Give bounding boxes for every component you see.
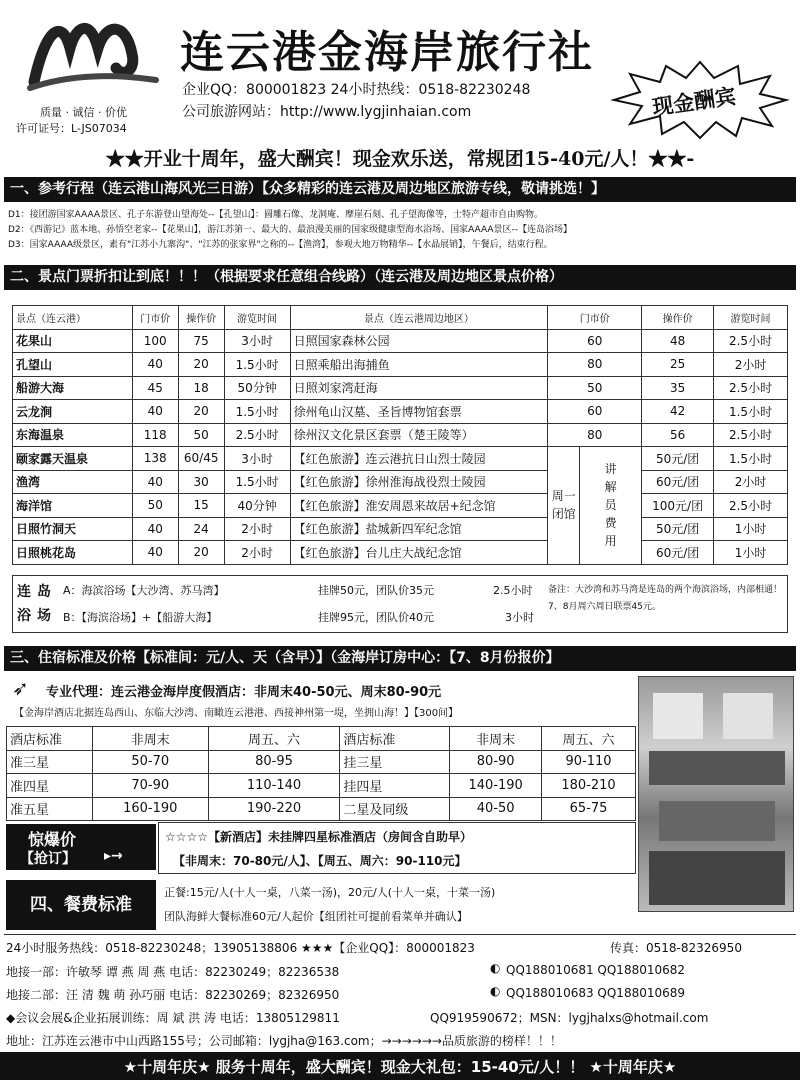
table-cell: 2.5小时 [714, 494, 788, 518]
table-cell: 60 [548, 329, 642, 353]
table-cell: 40 [132, 517, 178, 541]
table-row [7, 774, 636, 798]
itinerary-d2: D2：《西游记》蓝本地、孙悟空老家--【花果山】，游江苏第一、最大的、最浪漫美丽的国家级健康型海水浴场、国家AAAA景区--【连岛浴场】 [8, 225, 573, 235]
table-cell: 【红色旅游】淮安周恩来故居+纪念馆 [290, 494, 548, 518]
liandao-option-a: A：海滨浴场【大沙湾、苏马湾】 [63, 584, 225, 597]
table-row [13, 494, 788, 518]
table-cell: 48 [642, 329, 714, 353]
contact-divider [4, 934, 796, 935]
hotel-location: 【金海岸酒店北据连岛西山、东临大沙湾、南瞰连云港港、西接神州第一堤，坐拥山海！】【300间】 [14, 708, 459, 719]
header-cell: 周五、六 [208, 727, 340, 751]
header-cell: 非周末 [92, 727, 208, 751]
table-cell: 138 [132, 447, 178, 471]
promo-badge [6, 824, 156, 870]
section2-title: 二、景点门票折扣让到底！！！（根据要求任意组合线路）（连云港及周边地区景点价格） [4, 265, 796, 290]
table-cell: 日照乘船出海捕鱼 [290, 353, 548, 377]
table-cell: 56 [642, 423, 714, 447]
table-cell: 2小时 [714, 470, 788, 494]
training-qq: QQ919590672；MSN：lygjhalxs@hotmail.com [430, 1011, 709, 1025]
table-cell: 50元/团 [642, 447, 714, 471]
table-row [13, 400, 788, 424]
table-cell: 1.5小时 [714, 447, 788, 471]
table-cell: 20 [178, 400, 224, 424]
table-cell: 40 [132, 400, 178, 424]
table-cell: 42 [642, 400, 714, 424]
promo-line1: ☆☆☆☆【新酒店】未挂牌四星标准酒店（房间含自助早） [165, 830, 473, 844]
monday-closed-cell [548, 447, 580, 565]
table-cell: 1小时 [714, 541, 788, 565]
header-cell: 酒店标准 [340, 727, 450, 751]
table-cell: 日照竹洞天 [13, 517, 133, 541]
dept2-line: 地接二部：汪 清 魏 萌 孙巧丽 电话：82230269；82326950 [6, 988, 340, 1002]
header-cell: 操作价 [178, 306, 224, 330]
arrow-right-icon: ➶ [12, 676, 29, 700]
table-cell: 渔湾 [13, 470, 133, 494]
burst-text: 现金酬宾 [650, 83, 738, 120]
table-cell: 孔望山 [13, 353, 133, 377]
table-cell: 1小时 [714, 517, 788, 541]
header-cell: 景点（连云港周边地区） [290, 306, 548, 330]
table-cell: 1.5小时 [714, 400, 788, 424]
table-cell: 160-190 [92, 797, 208, 821]
table-cell: 【红色旅游】徐州淮海战役烈士陵园 [290, 470, 548, 494]
table-cell: 【红色旅游】连云港抗日山烈士陵园 [290, 447, 548, 471]
promo-book: 【抢订】 [20, 851, 76, 867]
section1-title: 一、参考行程（连云港山海风光三日游）【众多精彩的连云港及周边地区旅游专线，敬请挑选！】 [4, 177, 796, 202]
section4-title: 四、餐费标准 [6, 880, 156, 930]
table-cell: 2.5小时 [714, 376, 788, 400]
table-cell: 【红色旅游】台儿庄大战纪念馆 [290, 541, 548, 565]
table-cell: 80 [548, 423, 642, 447]
liandao-label: 连岛浴场 [17, 584, 57, 624]
dept2-qq: QQ188010683 QQ188010689 [506, 986, 686, 1000]
ticket-price-table [12, 305, 788, 565]
header-cell: 酒店标准 [7, 727, 93, 751]
table-cell: 50分钟 [224, 376, 290, 400]
promo-box [158, 822, 636, 874]
table-cell: 准三星 [7, 750, 93, 774]
header-cell: 游览时间 [714, 306, 788, 330]
table-cell: 50-70 [92, 750, 208, 774]
table-cell: 【红色旅游】盐城新四军纪念馆 [290, 517, 548, 541]
table-cell: 118 [132, 423, 178, 447]
company-name: 连云港金海岸旅行社 [180, 27, 594, 78]
table-cell: 90-110 [542, 750, 636, 774]
table-cell: 180-210 [542, 774, 636, 798]
meal-line1: 正餐:15元/人(十人一桌，八菜一汤)，20元/人(十人一桌，十菜一汤) [164, 886, 496, 899]
table-cell: 40 [132, 353, 178, 377]
header-cell: 操作价 [642, 306, 714, 330]
table-cell: 60元/团 [642, 541, 714, 565]
dept1-line: 地接一部：许敏琴 谭 燕 周 燕 电话：82230249；82236538 [6, 965, 340, 979]
meal-line2: 团队海鲜大餐标准60元/人起价【组团社可提前看菜单并确认】 [164, 910, 468, 923]
table-cell: 80 [548, 353, 642, 377]
table-cell: 1.5小时 [224, 470, 290, 494]
table-header-row [13, 306, 788, 330]
promo-line2: 【非周末：70-80元/人】、【周五、周六：90-110元】 [173, 854, 467, 868]
license-number: 许可证号：L-JS07034 [16, 122, 127, 135]
table-cell: 50元/团 [642, 517, 714, 541]
itinerary-d1: D1：接团游国家AAAA景区、孔子东游登山望海处--【孔望山】：圆雕石像、龙洞庵、摩崖石刻、孔子望海像等，士特产超市自由购物。 [8, 210, 544, 220]
guide-fee-text: 讲解员费用 [604, 462, 617, 549]
table-cell: 船游大海 [13, 376, 133, 400]
table-cell: 日照刘家湾赶海 [290, 376, 548, 400]
table-row [13, 353, 788, 377]
table-cell: 80-95 [208, 750, 340, 774]
table-cell: 日照桃花岛 [13, 541, 133, 565]
agent-line: 专业代理：连云港金海岸度假酒店：非周末40-50元、周末80-90元 [46, 685, 442, 700]
table-cell: 18 [178, 376, 224, 400]
dept1-qq: QQ188010681 QQ188010682 [506, 963, 686, 977]
table-cell: 2小时 [224, 517, 290, 541]
table-cell: 日照国家森林公园 [290, 329, 548, 353]
liandao-note: 备注：大沙湾和苏马湾是连岛的两个海滨浴场，内部相通！7、8月周六周日联票45元。 [548, 585, 783, 612]
table-cell: 70-90 [92, 774, 208, 798]
table-cell: 2.5小时 [714, 423, 788, 447]
table-cell: 15 [178, 494, 224, 518]
top-banner: ★★开业十周年，盛大酬宾！现金欢乐送，常规团15-40元/人！★★- [105, 148, 695, 170]
promo-label: 惊爆价 [28, 830, 77, 849]
training-line: ◆会议会展&企业拓展训练：周 斌 洪 涛 电话：13805129811 [6, 1011, 340, 1025]
table-cell: 40分钟 [224, 494, 290, 518]
table-cell: 60 [548, 400, 642, 424]
table-cell: 准五星 [7, 797, 93, 821]
hotel-photo [638, 676, 794, 912]
hotel-price-table [6, 726, 636, 821]
table-cell: 海洋馆 [13, 494, 133, 518]
arrow-right-icon: ▸→ [104, 848, 123, 864]
table-row [7, 797, 636, 821]
header-cell: 周五、六 [542, 727, 636, 751]
table-cell: 50 [178, 423, 224, 447]
header-cell: 门市价 [132, 306, 178, 330]
starburst-badge [610, 60, 790, 140]
liandao-option-b-time: 3小时 [505, 611, 534, 624]
address-line: 地址：江苏连云港市中山西路155号；公司邮箱：lygjha@163.com；→→→→→→品质旅游的榜样！！！ [6, 1034, 562, 1048]
table-row [13, 376, 788, 400]
website-line: 公司旅游网站：http://www.lygjinhaian.com [182, 104, 472, 120]
guide-fee-cell [580, 447, 642, 565]
table-cell: 20 [178, 541, 224, 565]
table-cell: 65-75 [542, 797, 636, 821]
table-cell: 100元/团 [642, 494, 714, 518]
logo-m-icon [20, 8, 160, 100]
table-cell: 花果山 [13, 329, 133, 353]
table-cell: 1.5小时 [224, 353, 290, 377]
table-row [13, 470, 788, 494]
table-row [13, 517, 788, 541]
table-row [13, 329, 788, 353]
table-cell: 徐州龟山汉墓、圣旨博物馆套票 [290, 400, 548, 424]
table-cell: 颐家露天温泉 [13, 447, 133, 471]
table-cell: 准四星 [7, 774, 93, 798]
table-cell: 60/45 [178, 447, 224, 471]
fax-line: 传真：0518-82326950 [610, 941, 742, 955]
table-cell: 40 [132, 541, 178, 565]
header-cell: 游览时间 [224, 306, 290, 330]
table-cell: 挂三星 [340, 750, 450, 774]
table-cell: 190-220 [208, 797, 340, 821]
table-row [13, 423, 788, 447]
table-cell: 50 [548, 376, 642, 400]
table-cell: 40-50 [450, 797, 542, 821]
itinerary-d3: D3：国家AAAA级景区，素有"江苏小九寨沟"、"江苏的张家界"之称的--【渔湾】，参观大地万物精华--【水晶展销】，午餐后，结束行程。 [8, 240, 553, 250]
table-cell: 徐州汉文化景区套票（楚王陵等） [290, 423, 548, 447]
table-cell: 75 [178, 329, 224, 353]
table-cell: 35 [642, 376, 714, 400]
header-cell: 非周末 [450, 727, 542, 751]
table-row [13, 447, 788, 471]
table-cell: 100 [132, 329, 178, 353]
table-cell: 50 [132, 494, 178, 518]
table-cell: 25 [642, 353, 714, 377]
qq-penguin-icon: ◐ [490, 984, 501, 998]
table-cell: 45 [132, 376, 178, 400]
table-cell: 2.5小时 [714, 329, 788, 353]
slogan: 质量 · 诚信 · 价优 [40, 106, 127, 119]
table-cell: 2小时 [714, 353, 788, 377]
qq-hotline-line: 企业QQ：800001823 24小时热线：0518-82230248 [182, 82, 531, 98]
table-cell: 3小时 [224, 447, 290, 471]
table-cell: 80-90 [450, 750, 542, 774]
table-row [7, 750, 636, 774]
hotline-line: 24小时服务热线：0518-82230248；13905138806 ★★★【企业QQ】：800001823 [6, 941, 475, 955]
logo [20, 8, 160, 100]
table-header-row [7, 727, 636, 751]
header-cell: 景点（连云港） [13, 306, 133, 330]
table-cell: 20 [178, 353, 224, 377]
header-cell: 门市价 [548, 306, 642, 330]
monday-closed-text: 周一闭馆 [551, 489, 576, 522]
table-cell: 挂四星 [340, 774, 450, 798]
table-row [13, 541, 788, 565]
bottom-banner: ★十周年庆★ 服务十周年，盛大酬宾！现金大礼包：15-40元/人！！ ★十周年庆★ [123, 1058, 677, 1076]
hotel-photo-icon [639, 677, 795, 913]
section3-title: 三、住宿标准及价格【标准间：元/人、天（含早）】（金海岸订房中心：【7、8月份报价】 [4, 646, 796, 671]
table-cell: 40 [132, 470, 178, 494]
table-cell: 云龙涧 [13, 400, 133, 424]
table-cell: 24 [178, 517, 224, 541]
table-cell: 30 [178, 470, 224, 494]
table-cell: 2小时 [224, 541, 290, 565]
table-cell: 60元/团 [642, 470, 714, 494]
liandao-option-b: B：【海滨浴场】+【船游大海】 [63, 611, 218, 624]
table-cell: 110-140 [208, 774, 340, 798]
table-cell: 东海温泉 [13, 423, 133, 447]
table-cell: 2.5小时 [224, 423, 290, 447]
table-cell: 140-190 [450, 774, 542, 798]
table-cell: 二星及同级 [340, 797, 450, 821]
liandao-option-a-time: 2.5小时 [493, 584, 533, 597]
liandao-option-a-price: 挂牌50元，团队价35元 [318, 584, 434, 597]
qq-penguin-icon: ◐ [490, 961, 501, 975]
table-cell: 3小时 [224, 329, 290, 353]
liandao-block [12, 575, 788, 633]
table-cell: 1.5小时 [224, 400, 290, 424]
liandao-option-b-price: 挂牌95元，团队价40元 [318, 611, 434, 624]
